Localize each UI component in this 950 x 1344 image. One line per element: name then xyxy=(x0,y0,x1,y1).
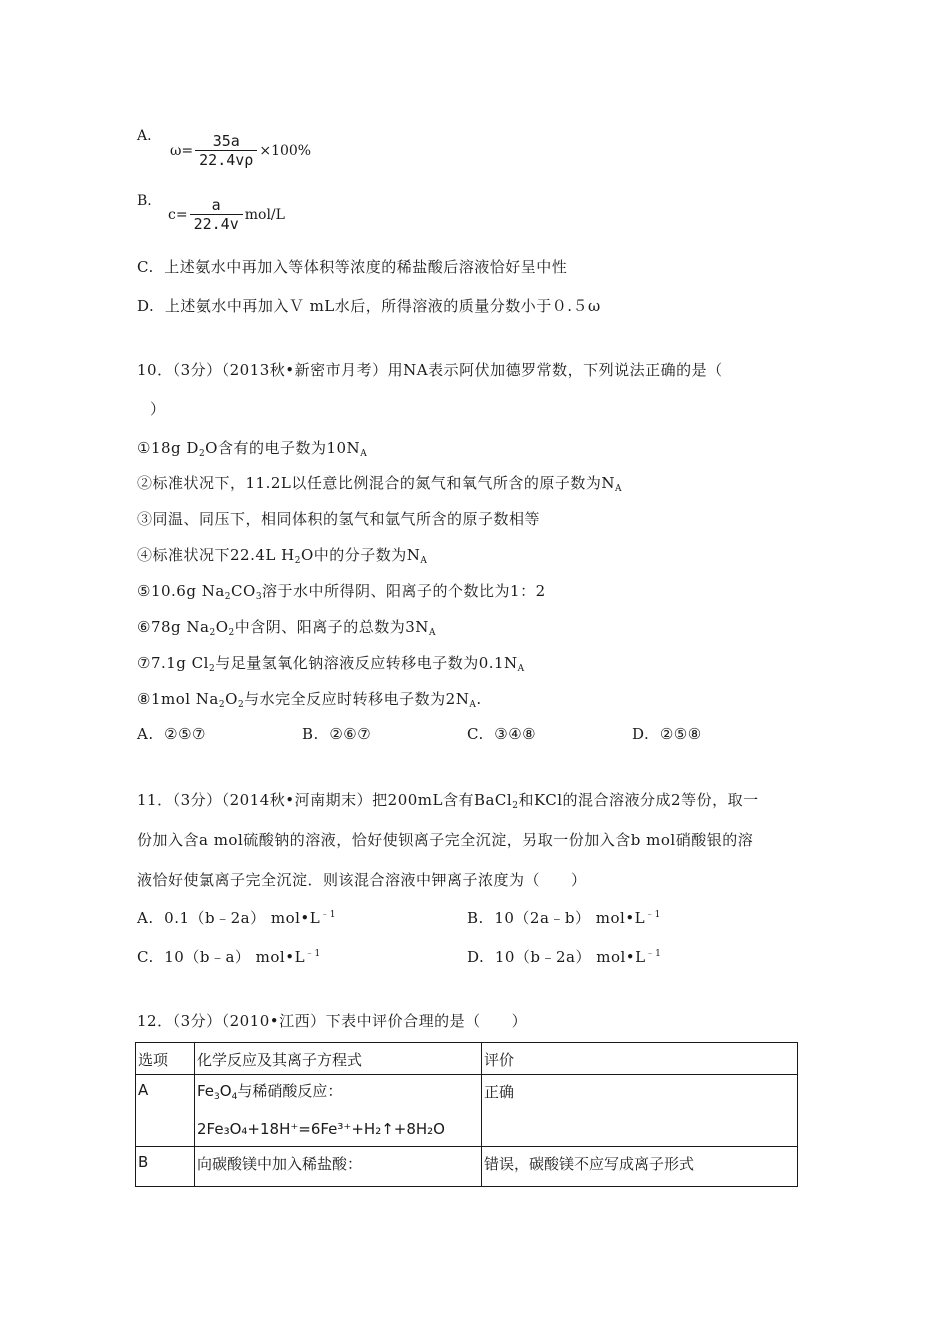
subscript: 4 xyxy=(231,1092,238,1102)
superscript: ﹣1 xyxy=(645,910,661,920)
q10-option-c xyxy=(467,725,536,743)
reaction-text: Fe xyxy=(197,1082,215,1100)
subscript: 2 xyxy=(209,628,216,638)
q11-option-c xyxy=(137,946,321,967)
q9-a-denominator: 22.4vρ xyxy=(199,151,254,169)
q11-option-a xyxy=(137,907,336,928)
q10-item-3 xyxy=(137,508,540,529)
option-text: 上述氨水中再加入等体积等浓度的稀盐酸后溶液恰好呈中性 xyxy=(164,258,568,276)
item-text: 溶于水中所得阴、阳离子的个数比为1：2 xyxy=(262,582,546,600)
subscript: A xyxy=(428,628,436,638)
subscript: 2 xyxy=(294,556,301,566)
q9-option-c xyxy=(137,256,567,277)
subscript: 3 xyxy=(255,592,263,602)
option-text: 上述氨水中再加入Ｖ mL水后，所得溶液的质量分数小于０.５ω xyxy=(164,297,601,315)
option-label: D. xyxy=(467,948,485,966)
q10-stem-line1 xyxy=(137,359,723,380)
table-cell-evaluation xyxy=(482,1075,798,1147)
option-text: 10（2a﹣b） mol•L xyxy=(494,909,646,927)
subscript: 2 xyxy=(208,664,216,674)
q10-stem-text: 10．（3分）（2013秋•新密市月考）用NA表示阿伏加德罗常数，下列说法正确的是（ xyxy=(137,361,723,379)
subscript: A xyxy=(360,449,368,459)
q11-stem-line2: 份加入含a mol硫酸钠的溶液，恰好使钡离子完全沉淀，另取一份加入含b mol硝酸银的溶 xyxy=(137,831,754,849)
q9-option-b-label: B. xyxy=(137,193,152,209)
table-cell-evaluation xyxy=(482,1147,798,1187)
item-text: ⑥78g Na xyxy=(137,618,210,636)
table-cell-reaction xyxy=(195,1075,482,1147)
q9-a-fraction xyxy=(195,132,257,169)
table-header-cell: 评价 xyxy=(482,1043,798,1075)
subscript: 2 xyxy=(237,700,245,710)
subscript: 2 xyxy=(512,801,519,811)
option-label: D. xyxy=(632,725,650,743)
q10-option-b xyxy=(302,725,371,743)
table-row xyxy=(136,1075,798,1147)
q10-item-5 xyxy=(137,580,546,602)
stem-text: 和KCl的混合溶液分成2等份，取一 xyxy=(518,791,759,809)
item-text: ③同温、同压下，相同体积的氢气和氩气所含的原子数相等 xyxy=(137,510,541,528)
option-label: C. xyxy=(137,948,154,966)
option-text: ②⑤⑧ xyxy=(659,725,702,743)
subscript: 2 xyxy=(218,700,226,710)
table-header-cell: 选项 xyxy=(136,1043,195,1075)
item-text: 与水完全反应时转移电子数为2N xyxy=(244,690,470,708)
q10-option-d xyxy=(632,725,702,743)
option-text: ③④⑧ xyxy=(494,725,537,743)
option-label: C. xyxy=(467,725,484,743)
q10-item-6 xyxy=(137,616,436,638)
q9-b-denominator: 22.4v xyxy=(193,215,239,233)
q9-a-rhs: ×100% xyxy=(259,142,312,159)
q10-stem-line2: ） xyxy=(150,400,166,418)
q10-item-1 xyxy=(137,437,367,459)
table-cell-option xyxy=(136,1147,195,1187)
option-letter: B xyxy=(138,1153,149,1171)
q9-a-lhs: ω= xyxy=(170,142,194,159)
q12-stem: 12．（3分）（2010•江西）下表中评价合理的是（ ） xyxy=(137,1012,528,1030)
option-letter: A xyxy=(138,1081,149,1099)
item-text: ⑤10.6g Na xyxy=(137,582,225,600)
item-text: O xyxy=(225,690,238,708)
q9-b-numerator: a xyxy=(211,196,221,214)
q9-a-numerator: 35a xyxy=(212,132,240,150)
item-text: O含有的电子数为10N xyxy=(205,439,361,457)
q9-option-a-formula xyxy=(170,132,311,169)
table-row xyxy=(136,1147,798,1187)
subscript: A xyxy=(517,664,525,674)
subscript: A xyxy=(615,484,622,494)
q9-b-fraction xyxy=(190,196,243,233)
subscript: 2 xyxy=(228,628,235,638)
q9-b-lhs: c= xyxy=(168,206,188,223)
option-text: 0.1（b﹣2a） mol•L xyxy=(164,909,321,927)
table-cell-reaction xyxy=(195,1147,482,1187)
option-label: D. xyxy=(137,297,155,315)
evaluation-table xyxy=(135,1042,798,1187)
subscript: A xyxy=(469,700,477,710)
item-text: CO xyxy=(231,582,256,600)
evaluation-text: 错误，碳酸镁不应写成离子形式 xyxy=(484,1155,695,1173)
option-text: ②⑤⑦ xyxy=(164,725,206,743)
subscript: 2 xyxy=(198,449,206,459)
reaction-text: O xyxy=(219,1082,232,1100)
q9-option-d xyxy=(137,295,601,316)
item-text: . xyxy=(476,690,482,708)
option-label: B. xyxy=(302,725,319,743)
q9-option-b-formula xyxy=(168,196,285,233)
subscript: 2 xyxy=(224,592,232,602)
reaction-text: 向碳酸镁中加入稀盐酸： xyxy=(197,1155,363,1173)
item-text: ⑦7.1g Cl xyxy=(137,654,209,672)
item-text: 与足量氢氧化钠溶液反应转移电子数为0.1N xyxy=(215,654,518,672)
q10-item-8 xyxy=(137,688,482,710)
reaction-line-2: 2Fe₃O₄+18H⁺=6Fe³⁺+H₂↑+8H₂O xyxy=(197,1120,445,1138)
subscript: 3 xyxy=(214,1092,220,1102)
option-text: 10（b﹣2a） mol•L xyxy=(494,948,646,966)
item-text: O中的分子数为N xyxy=(300,546,421,564)
q10-option-a xyxy=(137,725,206,743)
table-cell-option xyxy=(136,1075,195,1147)
item-text: ①18g D xyxy=(137,439,199,457)
q9-b-rhs: mol/L xyxy=(244,206,285,223)
option-label: A. xyxy=(137,725,154,743)
reaction-line-1 xyxy=(197,1081,479,1107)
q9-option-a-label: A. xyxy=(137,128,152,144)
superscript: ﹣1 xyxy=(645,949,662,959)
item-text: ②标准状况下，11.2L以任意比例混合的氮气和氧气所含的原子数为N xyxy=(137,474,615,492)
superscript: ﹣1 xyxy=(305,949,321,959)
item-text: ⑧1mol Na xyxy=(137,690,219,708)
q11-option-d xyxy=(467,946,661,967)
item-text: 中含阴、阳离子的总数为3N xyxy=(234,618,429,636)
item-text: ④标准状况下22.4L H xyxy=(137,546,295,564)
option-text: ②⑥⑦ xyxy=(329,725,372,743)
q10-item-2 xyxy=(137,472,622,494)
evaluation-text: 正确 xyxy=(484,1083,515,1101)
item-text: O xyxy=(215,618,229,636)
option-label: B. xyxy=(467,909,484,927)
reaction-text: 与稀硝酸反应： xyxy=(237,1082,343,1100)
q10-item-4 xyxy=(137,544,427,566)
q11-option-b xyxy=(467,907,661,928)
subscript: A xyxy=(420,556,428,566)
stem-text: 11．（3分）（2014秋•河南期末）把200mL含有BaCl xyxy=(137,791,513,809)
option-label: A. xyxy=(137,909,154,927)
option-label: C. xyxy=(137,258,154,276)
superscript: ﹣1 xyxy=(320,910,336,920)
q11-stem-line1 xyxy=(137,789,759,811)
table-header-row xyxy=(136,1043,798,1075)
q10-item-7 xyxy=(137,652,525,674)
option-text: 10（b﹣a） mol•L xyxy=(164,948,306,966)
table-header-cell: 化学反应及其离子方程式 xyxy=(195,1043,482,1075)
q11-stem-line3: 液恰好使氯离子完全沉淀．则该混合溶液中钾离子浓度为（ ） xyxy=(137,871,587,889)
